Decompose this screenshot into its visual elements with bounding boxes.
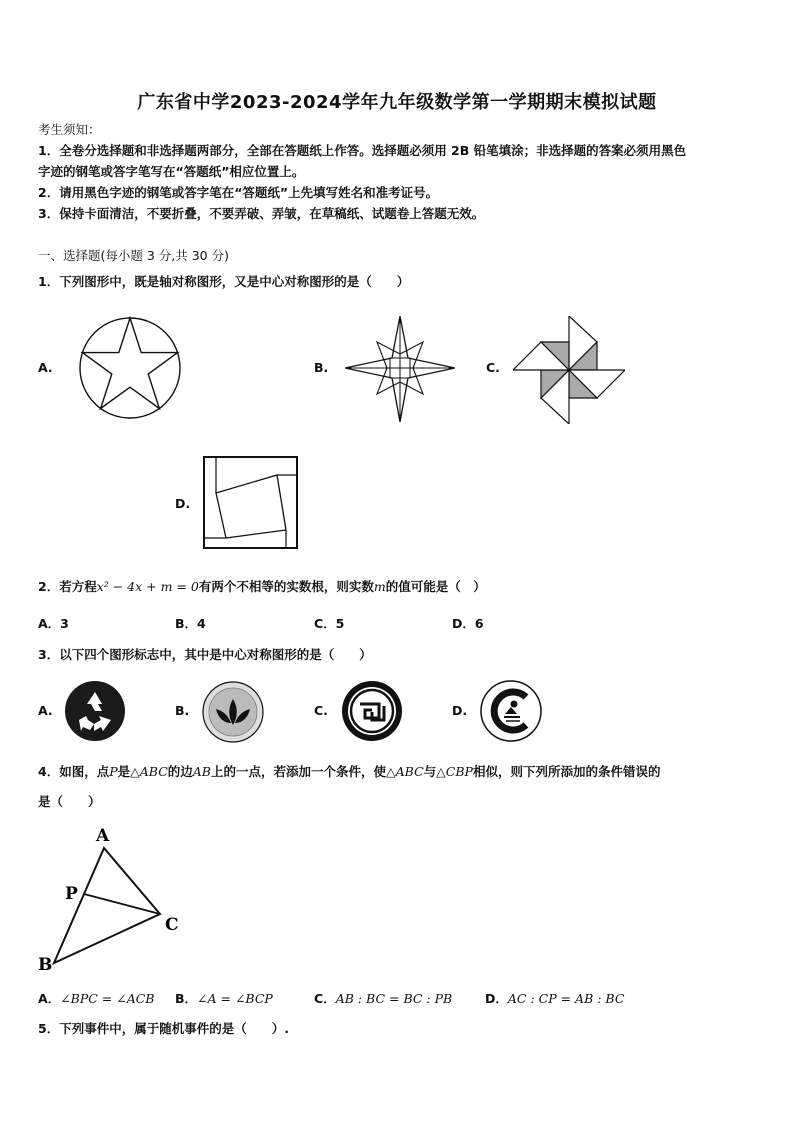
q4-option-b-label: B． — [175, 991, 198, 1006]
q2-equation: x² − 4x + m = 0 — [96, 579, 199, 594]
q4-stem-5: 与 — [423, 764, 437, 779]
pinwheel-icon — [513, 316, 625, 424]
c-mountain-logo-icon — [480, 680, 542, 742]
section-heading: 一、选择题(每小题 3 分,共 30 分) — [38, 248, 229, 263]
q2-option-a: A．3 — [38, 616, 69, 631]
q3-option-b-label: B. — [175, 703, 190, 718]
q1-option-a-label: A. — [38, 360, 53, 375]
q4-stem-3: 的边 — [167, 764, 193, 779]
square-in-square-icon — [203, 456, 298, 549]
q1-option-b-label: B. — [314, 360, 329, 375]
notice-item-3: 3．保持卡面清洁，不要折叠，不要弄破、弄皱，在草稿纸、试题卷上答题无效。 — [38, 206, 485, 221]
q4-option-d-math: AC : CP = AB : BC — [507, 991, 625, 1006]
q2-stem-post: 的值可能是（ ） — [385, 579, 486, 594]
q4-stem-4: 上的一点，若添加一个条件，使 — [211, 764, 387, 779]
q2-option-c: C．5 — [314, 616, 345, 631]
vertex-b-label: B — [38, 955, 53, 974]
q4-option-a-math: ∠BPC = ∠ACB — [60, 991, 155, 1006]
q3-stem: 3．以下四个图形标志中，其中是中心对称图形的是（ ） — [38, 647, 372, 662]
q4-option-b-math: ∠A = ∠BCP — [197, 991, 273, 1006]
star-in-circle-icon — [78, 316, 182, 420]
q4-option-b — [175, 989, 273, 1007]
notice-item-1: 1．全卷分选择题和非选择题两部分，全部在答题纸上作答。选择题必须用 2B 铅笔填涂；非选择题的答案必须用黑色 — [38, 143, 687, 158]
notice-item-2: 2．请用黑色字迹的钢笔或答字笔在“答题纸”上先填写姓名和准考证号。 — [38, 185, 439, 200]
notice-heading: 考生须知： — [38, 122, 101, 137]
q2-option-d: D．6 — [452, 616, 484, 631]
q4-triangle-abc: △ABC — [130, 764, 168, 779]
notice-item-1-cont: 字迹的钢笔或答字笔写在“答题纸”相应位置上。 — [38, 164, 305, 179]
q2-stem-pre: 2．若方程 — [38, 579, 97, 594]
q4-side-ab: AB — [192, 764, 211, 779]
q4-option-d — [485, 989, 624, 1007]
q4-point-p: P — [109, 764, 118, 779]
vertex-a-label: A — [96, 826, 110, 846]
q2-stem — [38, 577, 486, 595]
triangle-figure — [32, 822, 192, 974]
q2-stem-mid: 有两个不相等的实数根，则实数 — [198, 579, 374, 594]
q1-option-c-label: C. — [486, 360, 500, 375]
vertex-c-label: C — [165, 915, 179, 935]
q3-option-d-label: D. — [452, 703, 468, 718]
q4-option-d-label: D． — [485, 991, 508, 1006]
q4-stem-line2: 是（ ） — [38, 794, 101, 809]
q4-option-a — [38, 989, 155, 1007]
q5-stem: 5．下列事件中，属于随机事件的是（ ）. — [38, 1021, 289, 1036]
q4-stem — [38, 762, 660, 780]
q4-stem-6: 相似，则下列所添加的条件错误的 — [472, 764, 661, 779]
q3-option-a-label: A. — [38, 703, 53, 718]
q4-stem-2: 是 — [117, 764, 131, 779]
q1-option-d-label: D. — [175, 496, 191, 511]
bank-logo-icon — [341, 680, 403, 742]
recycle-logo-icon — [64, 680, 126, 742]
point-p-label: P — [65, 884, 78, 904]
q2-var: m — [373, 579, 386, 594]
leaf-logo-icon — [202, 681, 264, 743]
q2-option-b: B．4 — [175, 616, 206, 631]
q4-option-c — [314, 989, 452, 1007]
q3-option-c-label: C. — [314, 703, 328, 718]
q1-stem: 1．下列图形中，既是轴对称图形，又是中心对称图形的是（ ） — [38, 274, 410, 289]
q4-triangle-abc-2: △ABC — [386, 764, 424, 779]
q4-stem-1: 4．如图，点 — [38, 764, 110, 779]
compass-star-icon — [345, 316, 455, 422]
q4-option-c-label: C． — [314, 991, 336, 1006]
page-title: 广东省中学2023-2024学年九年级数学第一学期期末模拟试题 — [137, 92, 657, 113]
q4-option-a-label: A． — [38, 991, 61, 1006]
q4-option-c-math: AB : BC = BC : PB — [335, 991, 453, 1006]
q4-triangle-cbp: △CBP — [436, 764, 473, 779]
